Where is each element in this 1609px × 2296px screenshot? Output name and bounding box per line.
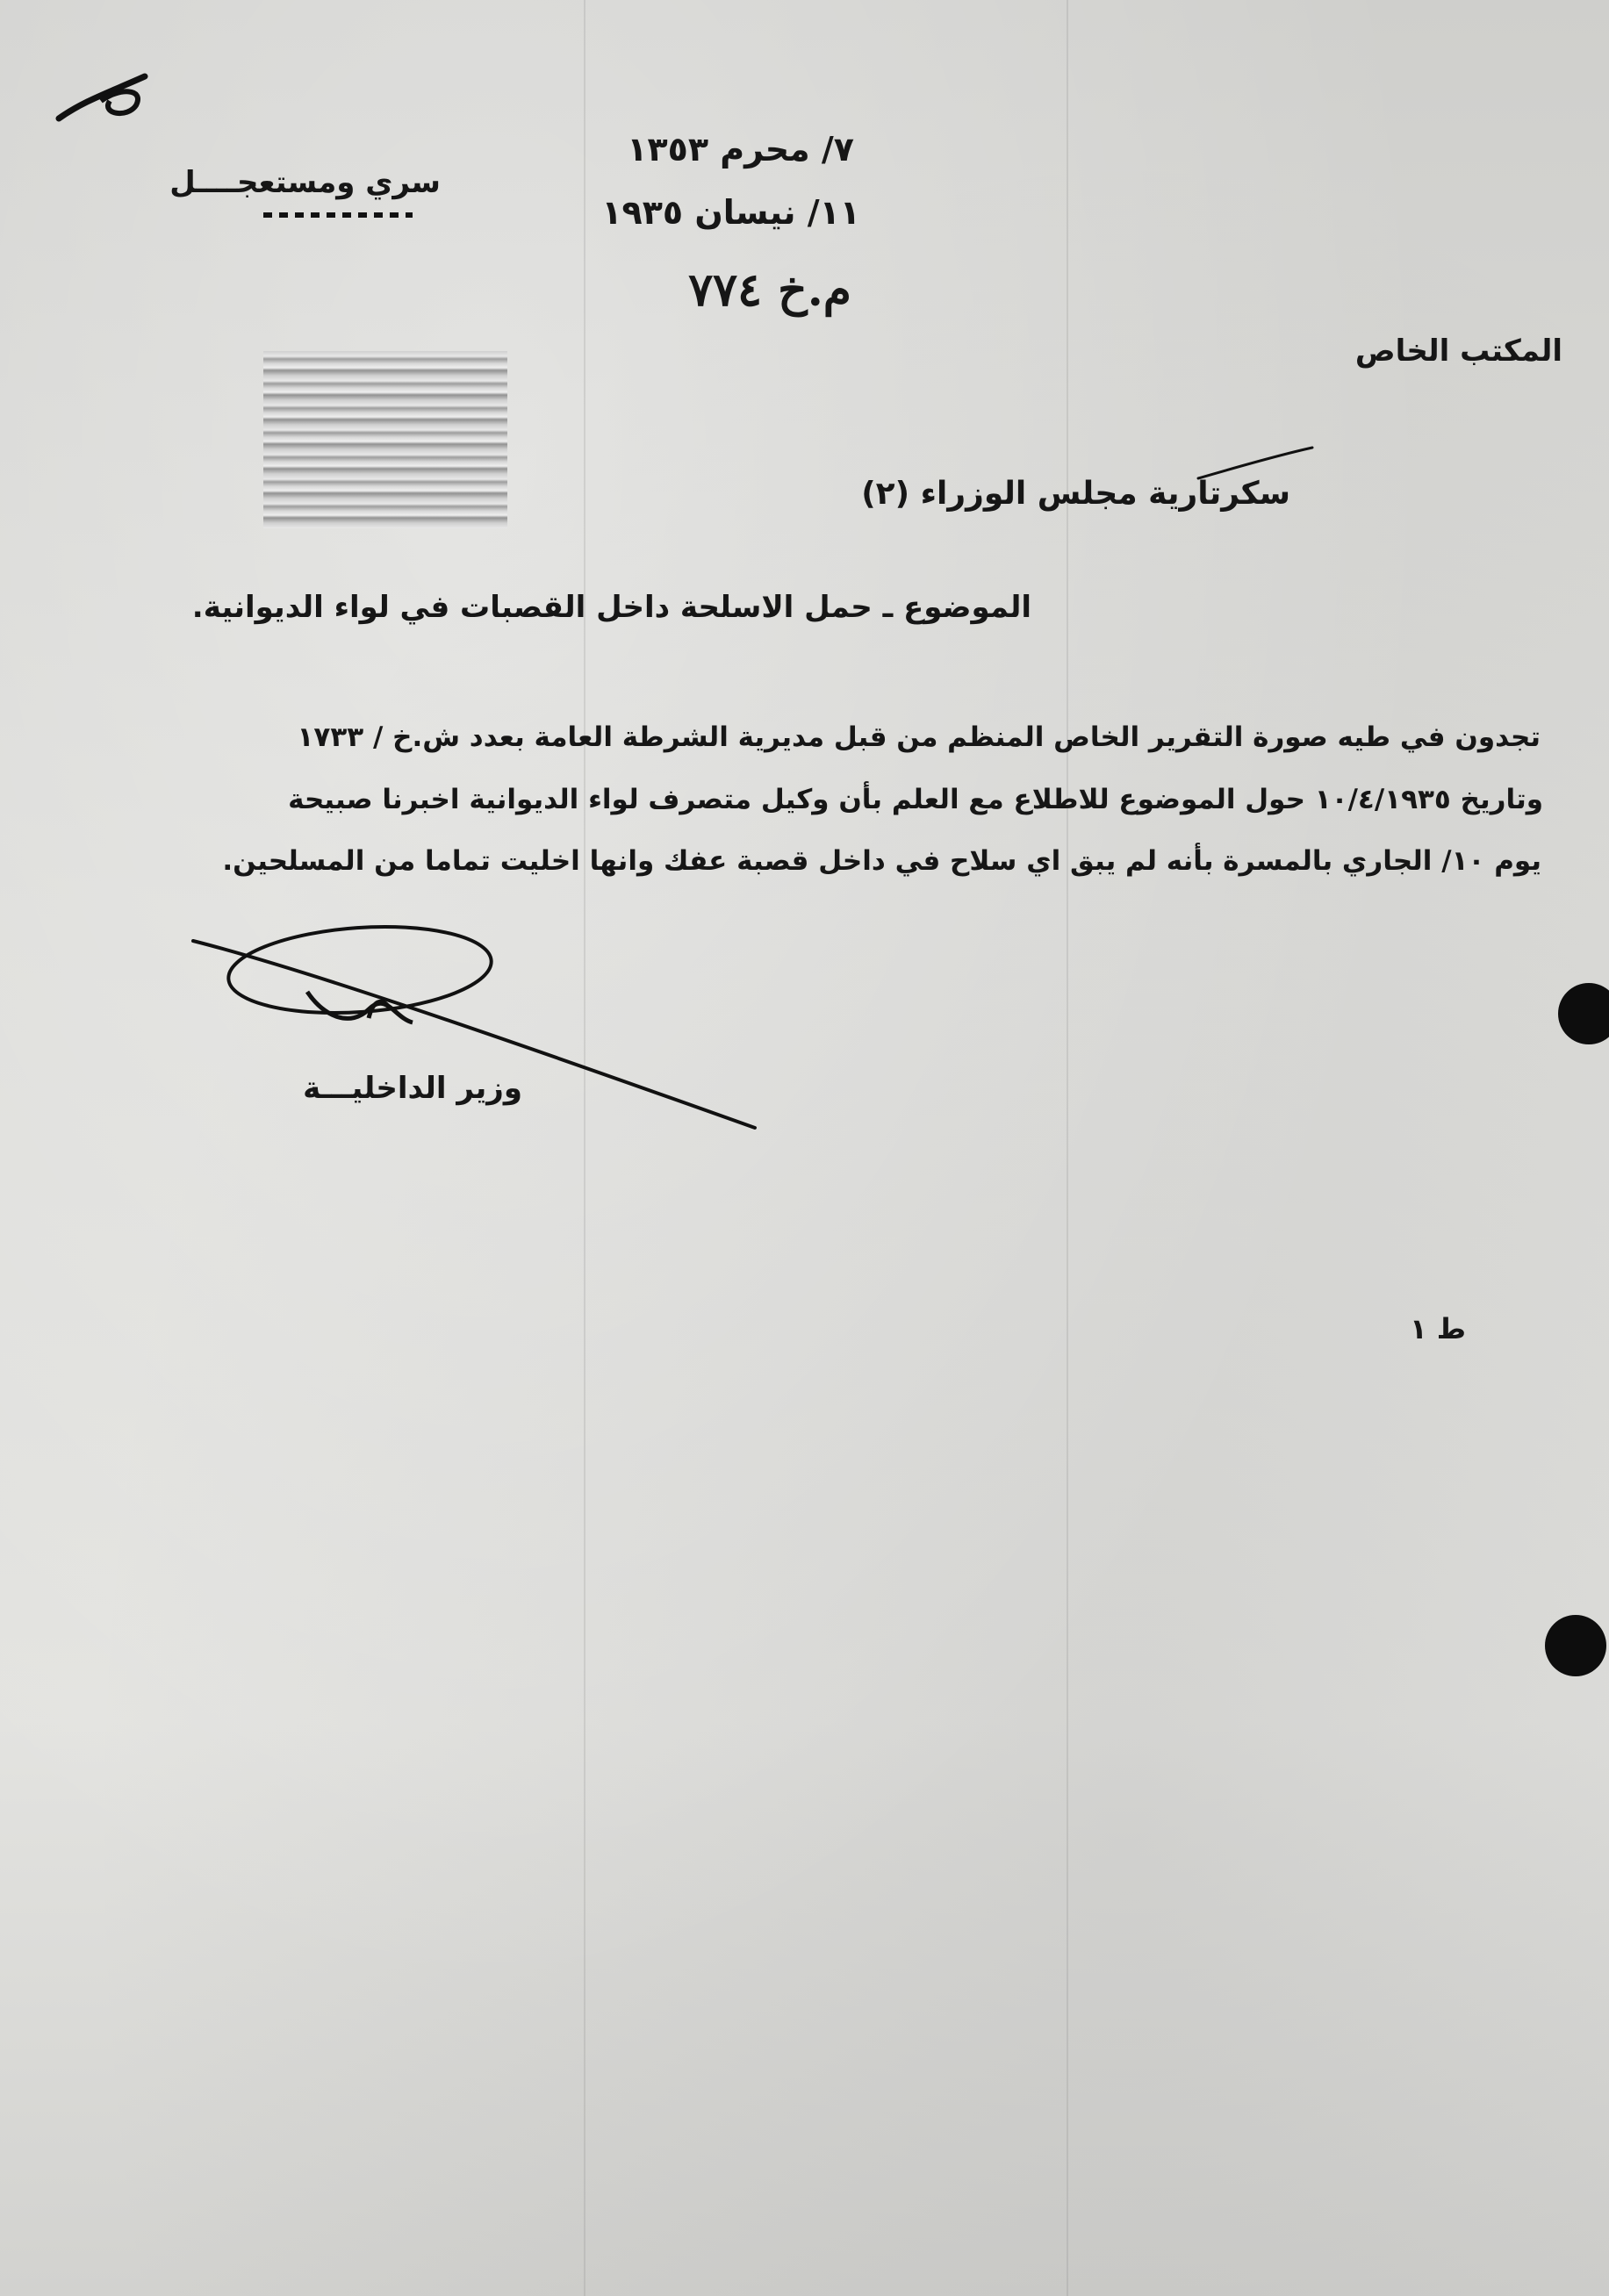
subject-line: الموضوع ـ حمل الاسلحة داخل القصبات في لواء الديوانية.: [191, 590, 1031, 625]
corner-mark-text: [75, 81, 90, 116]
reference-number: م.خ ٧٧٤: [688, 263, 851, 317]
binder-hole: [1545, 1615, 1606, 1676]
scan-fold-line: [584, 0, 585, 2296]
enclosure-mark: ط ١: [1410, 1312, 1466, 1345]
scan-fold-line: [1067, 0, 1068, 2296]
signatory-title: وزير الداخليـــة: [303, 1071, 522, 1106]
addressee-flourish: [1194, 443, 1317, 487]
handwritten-signature: [184, 913, 772, 1141]
binder-hole: [1558, 983, 1609, 1044]
classification-underline: [263, 211, 413, 219]
date-hijri: ٧/ محرم ١٣٥٣: [627, 130, 854, 169]
date-gregorian: ١١/ نيسان ١٩٣٥: [601, 193, 860, 232]
classification-label: سري ومستعجــــل: [169, 165, 441, 200]
body-line: يوم ١٠/ الجاري بالمسرة بأنه لم يبق اي سلاح في داخل قصبة عفك وانها اخليت تماما من المسلحين.: [222, 845, 1541, 877]
addressee: سكرتارية مجلس الوزراء (٢): [861, 476, 1290, 512]
office-label: المكتب الخاص: [1354, 334, 1562, 369]
corner-handwritten-mark: [48, 66, 162, 136]
body-line: وتاريخ ١٠/٤/١٩٣٥ حول الموضوع للاطلاع مع العلم بأن وكيل متصرف لواء الديوانية اخبرنا صبيحة: [288, 784, 1543, 815]
redacted-area: [263, 351, 507, 528]
body-line: تجدون في طيه صورة التقرير الخاص المنظم من قبل مديرية الشرطة العامة بعدد ش.خ / ١٧٣٣: [297, 721, 1541, 753]
